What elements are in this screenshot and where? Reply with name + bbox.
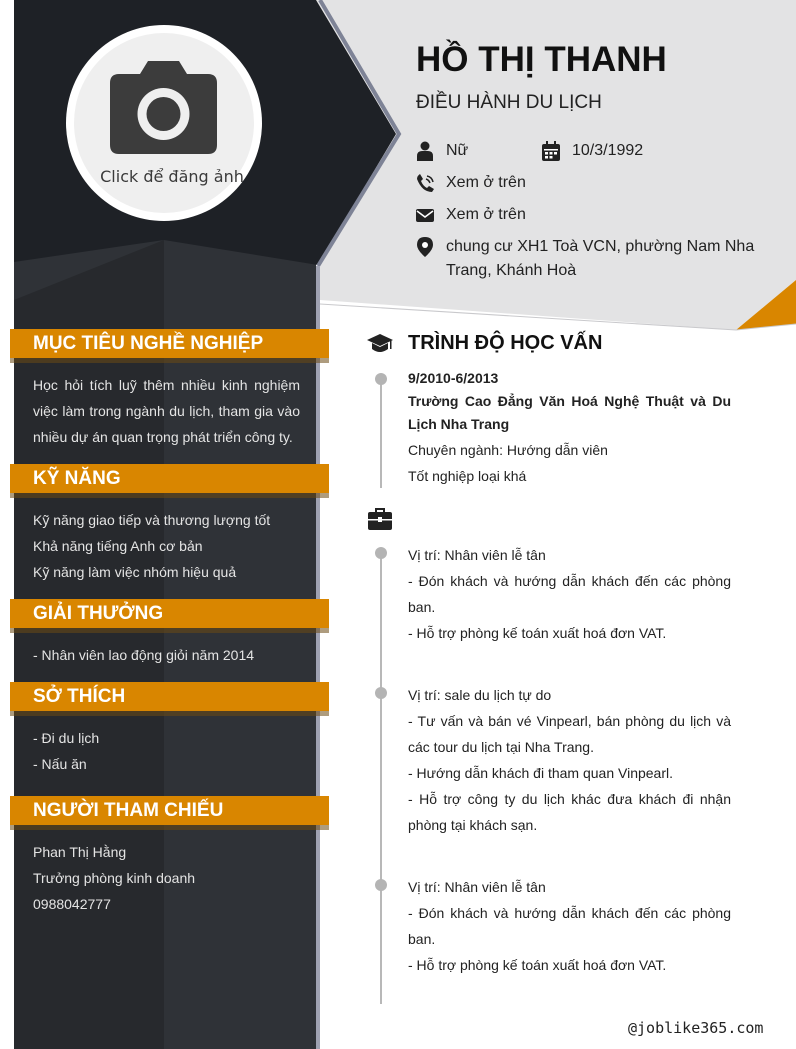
calendar-icon	[542, 141, 560, 161]
experience-duty: - Tư vấn và bán vé Vinpearl, bán phòng du lịch và các tour du lịch tại Nha Trang.	[408, 713, 731, 755]
objective-heading-shadow	[10, 358, 329, 363]
experience-position: Vị trí: sale du lịch tự do	[408, 687, 552, 703]
references-list	[33, 839, 300, 917]
hobby-item: - Đi du lịch	[33, 730, 100, 746]
education-major: Chuyên ngành: Hướng dẫn viên	[408, 442, 608, 458]
skills-heading-shadow	[10, 493, 329, 498]
education-timeline-line	[380, 378, 382, 488]
skill-item: Kỹ năng giao tiếp và thương lượng tốt	[33, 512, 271, 528]
experience-item-2	[408, 682, 731, 838]
job-title: ĐIỀU HÀNH DU LỊCH	[416, 92, 602, 113]
hobby-item: - Nấu ăn	[33, 756, 87, 772]
experience-position: Vị trí: Nhân viên lễ tân	[408, 879, 546, 895]
profile-photo[interactable]	[66, 25, 262, 221]
experience-position: Vị trí: Nhân viên lễ tân	[408, 547, 546, 563]
hobbies-list	[33, 725, 300, 777]
experience-timeline-dot	[375, 687, 387, 699]
person-icon	[416, 141, 434, 161]
objective-heading: MỤC TIÊU NGHỀ NGHIỆP	[10, 329, 329, 358]
phone-value: Xem ở trên	[446, 174, 526, 191]
photo-upload-label: Click để đăng ảnh	[100, 167, 244, 186]
candidate-name: HỒ THỊ THANH	[416, 40, 667, 79]
education-period: 9/2010-6/2013	[408, 370, 499, 386]
experience-duty: - Hướng dẫn khách đi tham quan Vinpearl.	[408, 765, 674, 781]
experience-timeline-line	[380, 553, 382, 1004]
photo-placeholder	[74, 33, 254, 213]
gender-value: Nữ	[446, 142, 469, 159]
skill-item: Kỹ năng làm việc nhóm hiệu quả	[33, 564, 237, 580]
experience-item-3	[408, 874, 731, 978]
references-heading: NGƯỜI THAM CHIẾU	[10, 796, 329, 825]
reference-phone: 0988042777	[33, 896, 111, 912]
reference-name: Phan Thị Hằng	[33, 844, 127, 860]
experience-timeline-dot	[375, 879, 387, 891]
experience-duty: - Hỗ trợ phòng kế toán xuất hoá đơn VAT.	[408, 625, 667, 641]
email-value: Xem ở trên	[446, 206, 526, 223]
address-line-2: Trang, Khánh Hoà	[446, 262, 577, 279]
education-heading: TRÌNH ĐỘ HỌC VẤN	[408, 332, 603, 354]
watermark-text: @joblike365.com	[628, 1019, 764, 1037]
camera-icon	[110, 60, 217, 154]
awards-heading: GIẢI THƯỞNG	[10, 599, 329, 628]
awards-heading-shadow	[10, 628, 329, 633]
address-line-1: chung cư XH1 Toà VCN, phường Nam Nha	[446, 238, 755, 255]
location-pin-icon	[416, 237, 434, 257]
envelope-icon	[416, 205, 434, 225]
experience-duty: - Đón khách và hướng dẫn khách đến các phòng ban.	[408, 573, 731, 615]
graduation-cap-icon	[367, 333, 393, 357]
awards-list	[33, 642, 300, 668]
skills-list	[33, 507, 300, 585]
reference-position: Trưởng phòng kinh doanh	[33, 870, 196, 886]
experience-item-1	[408, 542, 731, 646]
hobbies-heading: SỞ THÍCH	[10, 682, 329, 711]
briefcase-icon	[368, 508, 392, 530]
experience-duty: - Hỗ trợ phòng kế toán xuất hoá đơn VAT.	[408, 957, 667, 973]
birthdate-value: 10/3/1992	[572, 142, 644, 159]
objective-text: Học hỏi tích luỹ thêm nhiều kinh nghiệm việc làm trong ngành du lịch, tham gia vào nhiều dự án quan trọng phát triển công ty.	[33, 377, 300, 445]
experience-timeline-dot	[375, 547, 387, 559]
skills-heading: KỸ NĂNG	[10, 464, 329, 493]
hobbies-heading-shadow	[10, 711, 329, 716]
experience-duty: - Đón khách và hướng dẫn khách đến các phòng ban.	[408, 905, 731, 947]
references-heading-shadow	[10, 825, 329, 830]
education-grade: Tốt nghiệp loại khá	[408, 468, 527, 484]
education-timeline-dot	[375, 373, 387, 385]
award-item: - Nhân viên lao động giỏi năm 2014	[33, 647, 255, 663]
experience-duty: - Hỗ trợ công ty du lịch khác đưa khách đi nhận phòng tại khách sạn.	[408, 791, 731, 833]
skill-item: Khả năng tiếng Anh cơ bản	[33, 538, 203, 554]
education-school: Trường Cao Đẳng Văn Hoá Nghệ Thuật và Du Lịch Nha Trang	[408, 393, 731, 432]
phone-icon	[416, 173, 434, 193]
